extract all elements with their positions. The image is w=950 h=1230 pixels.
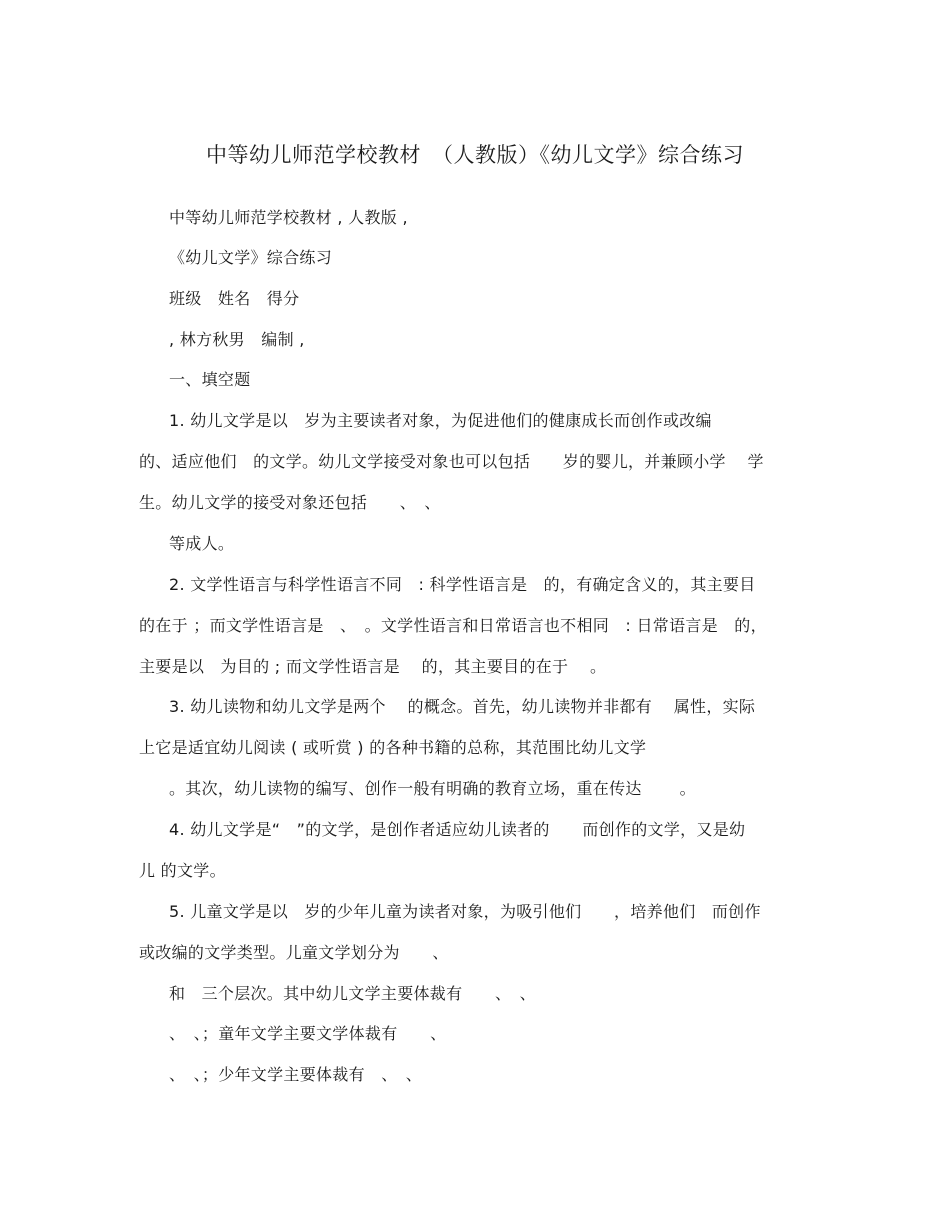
question-line: 的、适应他们 的文学。幼儿文学接受对象也可以包括 岁的婴儿，并兼顾小学 学: [139, 452, 764, 471]
question-line: 3. 幼儿读物和幼儿文学是两个 的概念。首先，幼儿读物并非都有 属性，实际: [169, 697, 756, 716]
question-line: 、 、；童年文学主要文学体裁有 、: [169, 1024, 447, 1043]
section-heading: 一、填空题: [169, 370, 251, 389]
question-line: 主要是以 为目的 ; 而文学性语言是 的，其主要目的在于 。: [139, 657, 607, 676]
question-line: 1. 幼儿文学是以 岁为主要读者对象，为促进他们的健康成长而创作或改编: [169, 411, 712, 430]
text-line: , 林方秋男 编制 ,: [169, 330, 305, 349]
question-line: 。其次，幼儿读物的编写、创作一般有明确的教育立场，重在传达 。: [169, 779, 696, 798]
question-line: 、 、；少年文学主要体裁有 、 、: [169, 1065, 423, 1084]
question-line: 2. 文学性语言与科学性语言不同 : 科学性语言是 的，有确定含义的，其主要目: [169, 575, 756, 594]
question-line: 上它是适宜幼儿阅读 ( 或听赏 ) 的各种书籍的总称，其范围比幼儿文学: [139, 738, 647, 757]
text-line: 《幼儿文学》综合练习: [169, 248, 333, 267]
question-line: 的在于 ；而文学性语言是 、 。文学性语言和日常语言也不相同 : 日常语言是 的，: [139, 616, 767, 635]
question-line: 和 三个层次。其中幼儿文学主要体裁有 、 、: [169, 984, 536, 1003]
question-line: 或改编的文学类型。儿童文学划分为 、: [139, 943, 449, 962]
page-title: 中等幼儿师范学校教材 （人教版）《幼儿文学》综合练习: [206, 143, 744, 167]
text-line: 班级 姓名 得分: [169, 289, 300, 308]
question-line: 5. 儿童文学是以 岁的少年儿童为读者对象，为吸引他们 ，培养他们 而创作: [169, 902, 761, 921]
text-line: 中等幼儿师范学校教材 , 人教版 ,: [169, 208, 408, 227]
question-line: 生。幼儿文学的接受对象还包括 、 、: [139, 493, 441, 512]
question-line: 儿 的文学。: [139, 861, 226, 880]
question-line: 4. 幼儿文学是“ ”的文学，是创作者适应幼儿读者的 而创作的文学，又是幼: [169, 820, 746, 839]
question-line: 等成人。: [169, 534, 235, 553]
